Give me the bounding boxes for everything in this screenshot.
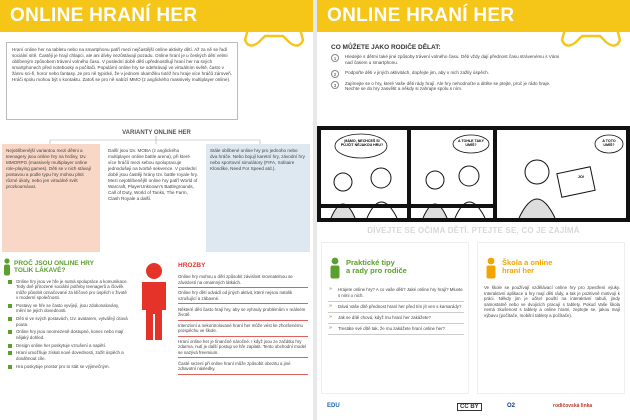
speech-bubble: MÁMO, NECHCEŠ SI PŮJČIT NĚJAKOU HRU? xyxy=(340,139,384,148)
speech-bubble: A TOHLE TAKY UMÍŠ? xyxy=(457,139,485,148)
risks-title: HROZBY xyxy=(178,262,206,269)
step-item: 1 Hledejte s dětmi také jiné způsoby trávení volného času. Děti vždy dají přednost času strávenému s Vámi nad časem u smartphonu. xyxy=(331,54,561,65)
footer-logos xyxy=(317,398,630,420)
person-icon xyxy=(328,257,342,279)
speech-bubble: JO! xyxy=(577,174,585,179)
watch-tagline: DÍVEJTE SE OČIMA DĚTÍ. PTEJTE SE, CO JE ZAJÍMÁ xyxy=(367,226,580,235)
gamepad-icon xyxy=(241,2,307,54)
list-item: Některé děti často hrají hry, aby se vyhnuly problémům v reálném životě. xyxy=(178,304,308,320)
cc-logo: CC BY xyxy=(457,403,482,411)
variant-casual: Stále oblíbené online hry pro jednoho nebo dva hráče. Nebo bojují karetní hry, závodní hry nebo sportovní simulátory (FIFA, Solitaire Klondike, Need For Speed atd.). xyxy=(206,144,310,252)
list-item: Design online her poskytuje vzrušení a napětí. xyxy=(8,343,128,348)
list-item: Časté sezení při online hraní může způsobit obezitu a jiné zdravotní následky. xyxy=(178,358,308,374)
comic-panel-2 xyxy=(411,130,493,218)
list-item: » Jak se dítě chová, když mu hraní her zakážete? xyxy=(328,313,464,324)
school-title: Škola a online hraní her xyxy=(502,258,553,275)
list-item: Postavy ve hře se často vyvíjejí, jsou zdokonalovány, mění se jejich dovednosti. xyxy=(8,303,128,314)
intro-text: Hraní online her na tabletu nebo na smartphonu patří mezi nejčastější online aktivity dětí. Až za ně se řadí sociální sítě. Častěji je hrají chlapci, ale ani dívky nezůstávají pozadu. Online hraní je u českých dětí velmi oblíbeným způsobem trávení volného času. V poslední době dětí upřednostňují hraní her na svých smartphonech před notebooky a počítači. Populární online hry se odehrávají ve virtuálním světě, často v žánru sci-fi, horor nebo fantasy. Je pro ně typické, že v jednom okamžiku tutéž hru hraje více hráčů zároveň. Hráči spolu mohou být v kontaktu. Zatoš se pro ně nabízí MMO (z anglického massively multiplayer online). xyxy=(6,42,238,120)
list-item: Online hry dětí odvádí od jiných aktivit, které nejsou natolik vzrušující a zábavné. xyxy=(178,288,308,304)
parents-steps xyxy=(331,54,561,97)
comic-panel-3 xyxy=(497,130,626,218)
why-title: PROČ JSOU ONLINE HRY TOLIK LÁKAVÉ? xyxy=(14,260,94,274)
comic-panel-1 xyxy=(321,130,407,218)
page-title: ONLINE HRANÍ HER xyxy=(10,5,198,26)
step-number: 3 xyxy=(331,81,339,89)
variant-moba: Další jsou tzv. MOBA (z anglického multiplayer online battle arena), při které více hráčů mezi sebou spolupracuje jednodušeji na tvorbě sekvence. V poslední době jsou častěji hrány tzv. battle royale hry. Mezi nejoblíbenější online hry patří World of Warcraft, PlayerUnknown's Battlegrounds, Call of Duty, World of Tanks, The Farm, Clash Royale a další. xyxy=(104,144,202,252)
step-number: 1 xyxy=(331,54,339,62)
tips-box xyxy=(321,242,469,394)
left-page xyxy=(0,0,313,420)
list-item: » Hrajete online hry? A co vaše děti? Jaké online hry hrají? Mluvte s nimi o nich. xyxy=(328,285,464,302)
step-number: 2 xyxy=(331,70,339,78)
list-item: Děti si ve svých postavách, tzv. avatarem, vytvářejí citová pouta. xyxy=(8,316,128,327)
school-text: Ve škole se používají vzdělávací online hry pro zpestření výuky. Interaktivní aplikace a hry mají děti rády, a tak je pozitivně motivují k práci. Někdy jim je učitel pouští na interaktivní tabuli, jindy samostatně nebo ve dvojicích pracují s tablety. Pokud Vaše škola nemá zkušenost s tablety a online hrami, zeptejte se, jakou mají výbavu (počítače, mobilní tablety a počítače). xyxy=(484,285,620,318)
edu-logo: EDU xyxy=(327,403,340,409)
list-item: Intenzivní a nekontrolované hraní her může vést ke zhoršenému prospěchu ve škole. xyxy=(178,321,308,337)
tips-title: Praktické tipy a rady pro rodiče xyxy=(346,258,407,275)
step-item: 3 Zajímejte se o hry, které Vaše děti rády hrají. Ale hry nehodnoťte a ditěte se ptejte, proč je rádo hraje. Nechte se do hry zasvětit a někdy si zahrajte spolu s ním. xyxy=(331,81,561,92)
person-icon-green xyxy=(2,258,12,276)
person-icon xyxy=(484,257,498,279)
step-item: 2 Podpořte děti v jiných aktivitách, dopřejte jim, aby v nich zažily úspěch. xyxy=(331,70,561,76)
list-item: Online hry mohou u dětí způsobit závislost srovnatelnou se závislostí na omamných látkách. xyxy=(178,272,308,288)
list-item: » Trestáte své dítě tak, že mu zakážete hraní online her? xyxy=(328,324,464,335)
list-item: Hraní online her je finančně náročné. I když jsou ze začátku hry zdarma, nutí je další postup ve hře zaplatit. Tento obchodní model se nazývá freemium. xyxy=(178,337,308,359)
risks-list xyxy=(178,272,308,375)
school-box xyxy=(477,242,625,394)
variants-title: VARIANTY ONLINE HER xyxy=(122,130,191,136)
right-page xyxy=(317,0,630,420)
list-item: Online hry jsou neomezeně dostupné, konec nebo mají nějaký dohled. xyxy=(8,329,128,340)
rodicovska-logo: rodičovská linka xyxy=(553,403,593,409)
o2-logo: O2 xyxy=(507,403,516,409)
page-title-right: ONLINE HRANÍ HER xyxy=(327,5,515,26)
person-icon-red xyxy=(134,262,174,342)
variant-mmorpg: Nejoblíbenější variantou mezi dětmi a teenagery jsou online hry na hrdiny, tzv. MMORPG (massively multiplayer online role-playing games). Děti se v nich stávají postavou a podle typu hry mohou plnit různé úkoly, nebo jen virtuálně svět prozkoumávat. xyxy=(2,144,100,252)
list-item: Hraní umožňuje získat nové dovednosti, zažít úspěch a dosáhnout cíle. xyxy=(8,350,128,361)
parents-title: CO MŮŽETE JAKO RODIČE DĚLAT: xyxy=(331,44,441,51)
speech-bubble: A TOTO UMÍŠ? xyxy=(602,139,616,148)
why-list xyxy=(8,279,128,371)
comic-strip xyxy=(317,126,630,222)
list-item: Online hry jsou ve hře je nutná spolupráce a komunikace. Tedy dvě přirozené sociální potřeby teenagerů a člověk může působit označované za klíčové pro úspěch v životě v moderní společnosti. xyxy=(8,279,128,301)
gamepad-icon xyxy=(558,2,624,54)
tips-list xyxy=(328,285,464,335)
list-item: Hra poskytuje prostor pro to stát se výjimečným. xyxy=(8,364,128,369)
list-item: » Dává Vaše dítě přednost hraní her před tím jít ven s kamarády? xyxy=(328,302,464,313)
